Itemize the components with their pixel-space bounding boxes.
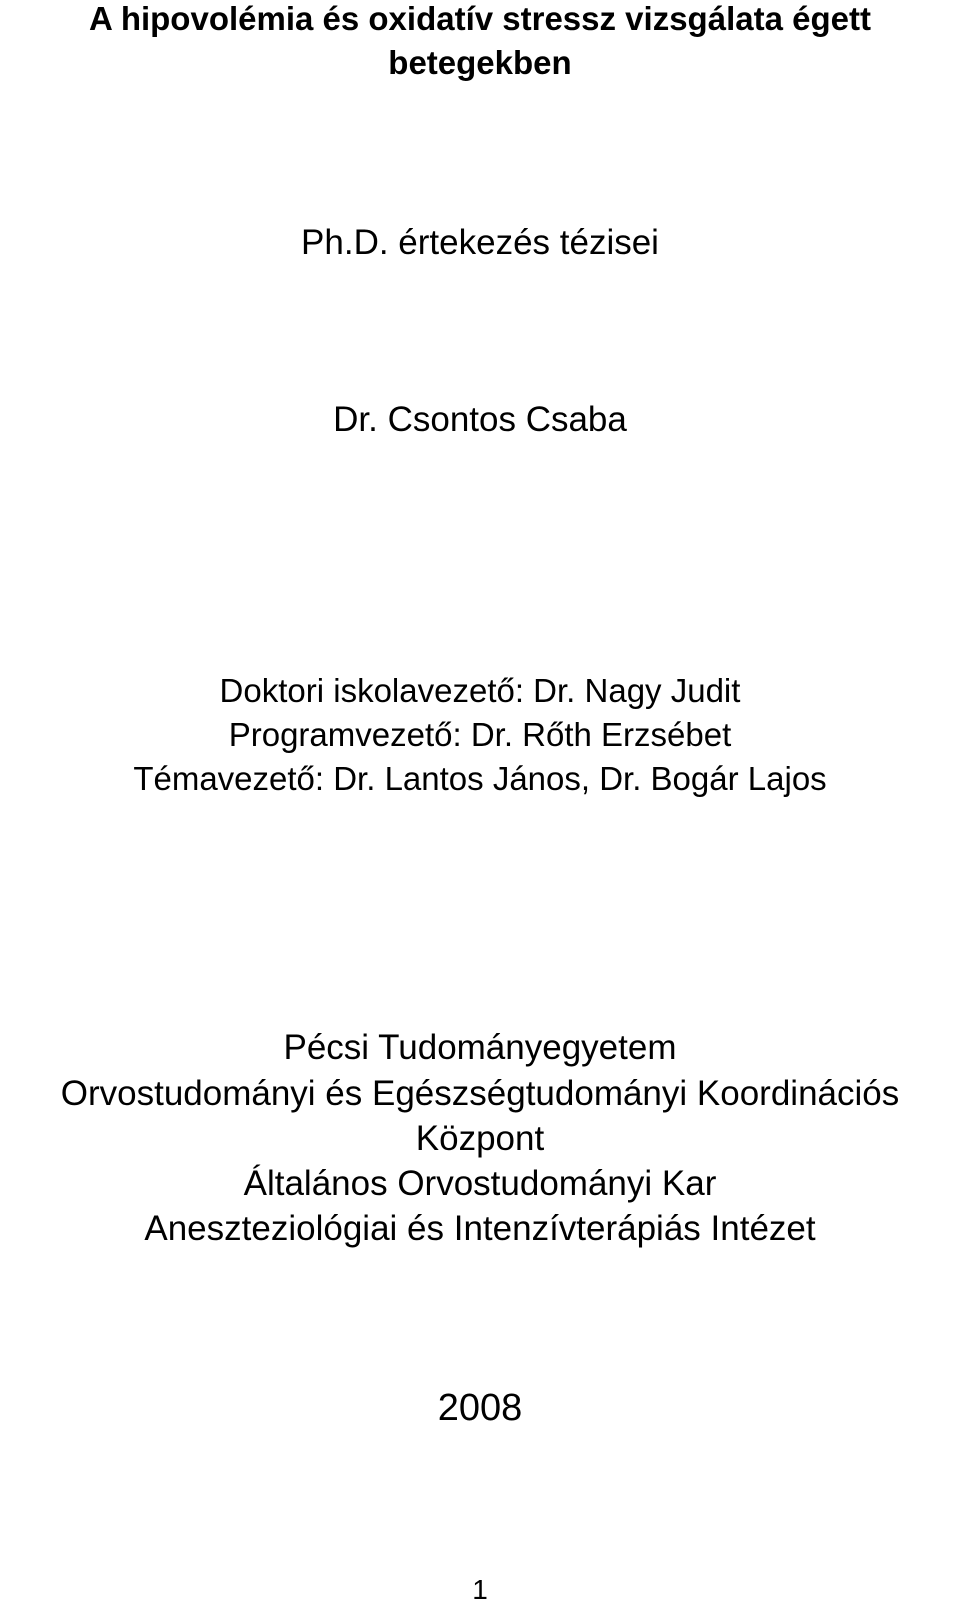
program-head: Programvezető: Dr. Rőth Erzsébet [228, 716, 732, 753]
title-line-1: A hipovolémia és oxidatív stressz vizsgálata égett [89, 0, 871, 37]
doctoral-school-head: Doktori iskolavezető: Dr. Nagy Judit [219, 672, 741, 709]
year: 2008 [437, 1387, 523, 1429]
institution-line-2: Orvostudományi és Egészségtudományi Koordinációs [60, 1074, 900, 1113]
institution-line-3: Központ [415, 1119, 545, 1158]
institution-line-1: Pécsi Tudományegyetem [283, 1028, 677, 1067]
supervisors: Témavezető: Dr. Lantos János, Dr. Bogár Lajos [133, 760, 827, 797]
author-name: Dr. Csontos Csaba [333, 400, 627, 439]
institution-line-4: Általános Orvostudományi Kar [243, 1164, 717, 1203]
institution-line-5: Aneszteziológiai és Intenzívterápiás Intézet [144, 1209, 816, 1248]
title-line-2: betegekben [388, 44, 572, 81]
page-number: 1 [472, 1574, 488, 1605]
subtitle: Ph.D. értekezés tézisei [301, 223, 659, 262]
